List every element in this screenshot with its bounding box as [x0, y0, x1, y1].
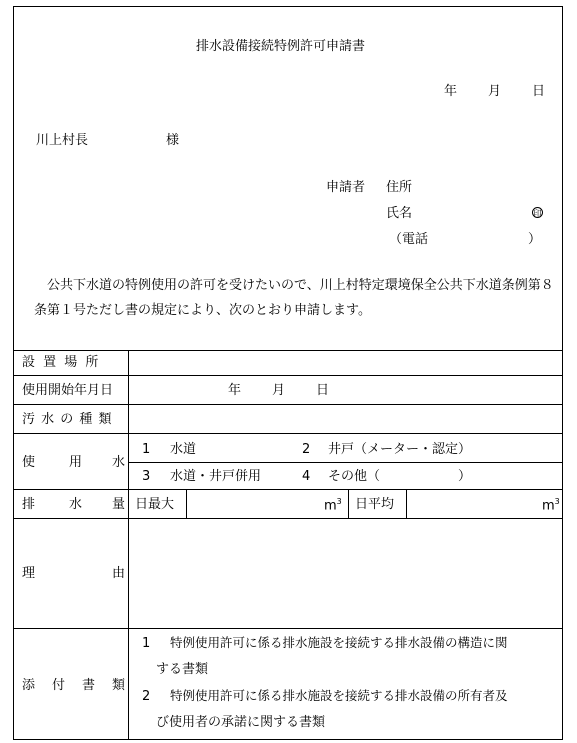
discharge-label-char-1: 排 [22, 497, 36, 512]
daily-max-label: 日最大 [135, 497, 175, 512]
water-option-1-number: 1 [142, 442, 151, 457]
phone-close: ） [528, 232, 542, 247]
daily-avg-label: 日平均 [355, 497, 395, 512]
application-statement: 公共下水道の特例使用の許可を受けたいので、川上村特定環境保全公共下水道条例第８条第１号ただし書の規定により、次のとおり申請します。 [34, 278, 554, 318]
water-use-label-char-2: 用 [69, 455, 83, 470]
date-day-label: 日 [532, 84, 546, 99]
application-form [13, 6, 563, 740]
seal-icon: 印 [533, 209, 542, 218]
sewage-type-label: 汚 水 の 種 類 [22, 412, 113, 427]
location-field[interactable] [130, 352, 560, 374]
sewage-type-field[interactable] [130, 406, 560, 432]
daily-max-unit: $m^3$ [324, 497, 342, 514]
water-option-4-number: 4 [302, 469, 311, 484]
date-month-label: 月 [488, 84, 502, 99]
reason-label-char-2: 由 [112, 566, 126, 581]
discharge-label-char-3: 量 [112, 497, 126, 512]
attachment-1-line2: する書類 [156, 662, 209, 677]
applicant-label: 申請者 [326, 180, 366, 195]
address-label: 住所 [386, 180, 413, 195]
phone-open: （電話 [389, 232, 429, 247]
attachment-1-number: 1 [142, 636, 151, 651]
addressee-name: 川上村長 [36, 133, 89, 148]
attachment-2-line1: 特例使用許可に係る排水施設を接続する排水設備の所有者及 [170, 688, 508, 703]
addressee-honorific: 様 [166, 133, 180, 148]
start-day-label: 日 [316, 383, 330, 398]
reason-field[interactable] [130, 520, 560, 626]
water-option-4-text: その他（ ） [328, 469, 472, 484]
attachment-2-line2: び使用者の承諾に関する書類 [156, 715, 326, 730]
daily-avg-unit: $m^3$ [542, 497, 560, 514]
daily-avg-field[interactable] [408, 491, 534, 517]
attachments-label-char-1: 添 [22, 678, 36, 693]
discharge-label-char-2: 水 [69, 497, 83, 512]
form-title: 排水設備接続特例許可申請書 [196, 39, 366, 54]
attachments-label-char-4: 類 [112, 678, 126, 693]
start-date-label: 使用開始年月日 [22, 383, 114, 398]
water-option-2-number: 2 [302, 442, 311, 457]
start-month-label: 月 [272, 383, 286, 398]
attachments-label-char-3: 書 [82, 678, 96, 693]
name-label: 氏名 [386, 206, 413, 221]
attachments-label-char-2: 付 [52, 678, 66, 693]
water-option-3-text: 水道・井戸併用 [170, 469, 262, 484]
water-use-label-char-1: 使 [22, 455, 36, 470]
start-year-label: 年 [228, 383, 242, 398]
attachment-1-line1: 特例使用許可に係る排水施設を接続する排水設備の構造に関 [170, 635, 508, 650]
water-option-2-text: 井戸（メーター・認定） [328, 442, 472, 457]
reason-label-char-1: 理 [22, 566, 36, 581]
water-use-label-char-3: 水 [112, 455, 126, 470]
date-year-label: 年 [444, 84, 458, 99]
water-option-3-number: 3 [142, 469, 151, 484]
water-option-1-text: 水道 [170, 442, 197, 457]
location-label: 設 置 場 所 [22, 355, 101, 370]
daily-max-field[interactable] [188, 491, 316, 517]
attachment-2-number: 2 [142, 689, 151, 704]
